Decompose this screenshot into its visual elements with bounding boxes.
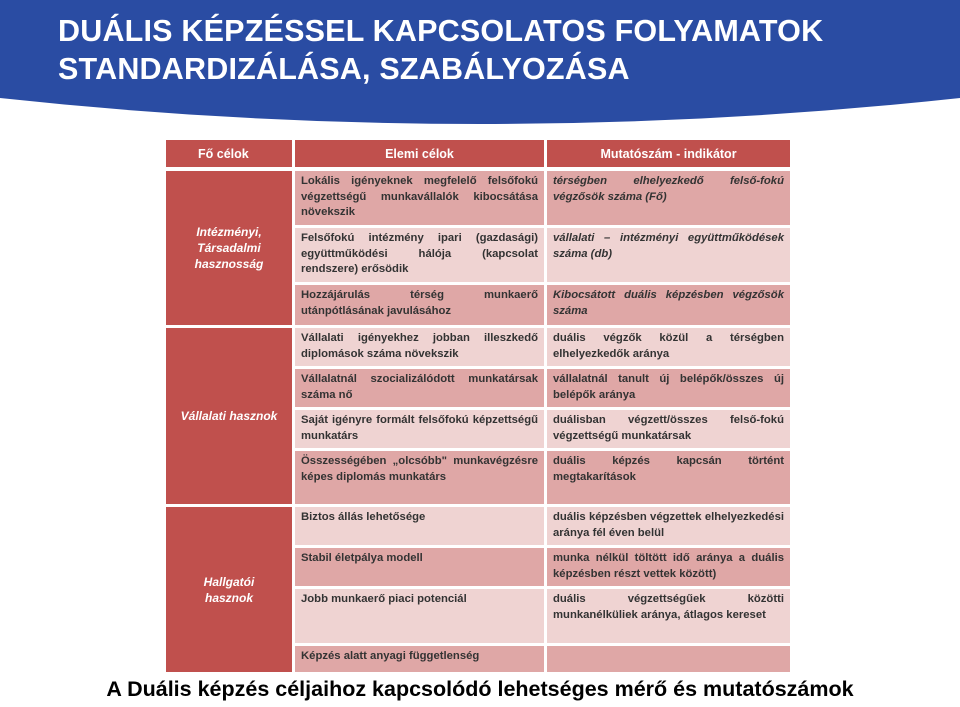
group-label: hasznosság [194, 257, 264, 271]
indicator-cell: vállalati – intézményi együttműködések száma (db) [547, 228, 790, 282]
header-band [0, 0, 960, 128]
indicator-cell: térségben elhelyezkedő felső-fokú végzősök száma (Fő) [547, 171, 790, 225]
indicator-cell: duálisban végzett/összes felső-fokú végzettségű munkatársak [547, 410, 790, 448]
goal-cell: Vállalati igényekhez jobban illeszkedő diplomások száma növekszik [295, 328, 544, 366]
header-indicator: Mutatószám - indikátor [547, 140, 790, 167]
goal-cell: Hozzájárulás térség munkaerő utánpótlásának javulásához [295, 285, 544, 325]
goal-cell: Képzés alatt anyagi függetlenség [295, 646, 544, 672]
page-title [58, 12, 938, 88]
goal-cell: Jobb munkaerő piaci potenciál [295, 589, 544, 643]
title-line-1: DUÁLIS KÉPZÉSSEL KAPCSOLATOS FOLYAMATOK [58, 14, 824, 48]
indicator-cell: munka nélkül töltött idő aránya a duális képzésben részt vettek között) [547, 548, 790, 586]
indicator-cell: duális képzés kapcsán történt megtakarítások [547, 451, 790, 504]
indicator-cell [547, 646, 790, 672]
group-label: Társadalmi [197, 241, 261, 255]
group-label: Hallgatói [203, 574, 255, 589]
goal-cell: Biztos állás lehetősége [295, 507, 544, 545]
goal-cell: Vállalatnál szocializálódott munkatársak száma nő [295, 369, 544, 407]
group-label: hasznok [204, 590, 253, 605]
goal-cell: Lokális igényeknek megfelelő felsőfokú végzettségű munkavállalók kibocsátása növekszik [295, 171, 544, 225]
indicator-cell: Kibocsátott duális képzésben végzősök száma [547, 285, 790, 325]
goal-cell: Stabil életpálya modell [295, 548, 544, 586]
indicator-cell: vállalatnál tanult új belépők/összes új belépők aránya [547, 369, 790, 407]
indicator-table [166, 140, 790, 672]
header-main-goals: Fő célok [166, 140, 292, 167]
group-label: Intézményi, [196, 225, 262, 239]
group-institutional [166, 171, 292, 325]
table-caption: A Duális képzés céljaihoz kapcsolódó lehetséges mérő és mutatószámok [106, 677, 854, 701]
goal-cell: Saját igényre formált felsőfokú képzettségű munkatárs [295, 410, 544, 448]
goal-cell: Összességében „olcsóbb" munkavégzésre képes diplomás munkatárs [295, 451, 544, 504]
goal-cell: Felsőfokú intézmény ipari (gazdasági) együttműködési hálója (kapcsolat rendszere) erősödik [295, 228, 544, 282]
title-line-2: STANDARDIZÁLÁSA, SZABÁLYOZÁSA [58, 52, 630, 86]
header-elementary-goals: Elemi célok [295, 140, 544, 167]
group-label: Vállalati hasznok [180, 409, 278, 423]
group-student [166, 507, 292, 672]
indicator-cell: duális végzők közül a térségben elhelyezkedők aránya [547, 328, 790, 366]
group-company [166, 328, 292, 504]
indicator-cell: duális képzésben végzettek elhelyezkedési aránya fél éven belül [547, 507, 790, 545]
indicator-cell: duális végzettségűek közötti munkanélküliek aránya, átlagos kereset [547, 589, 790, 643]
